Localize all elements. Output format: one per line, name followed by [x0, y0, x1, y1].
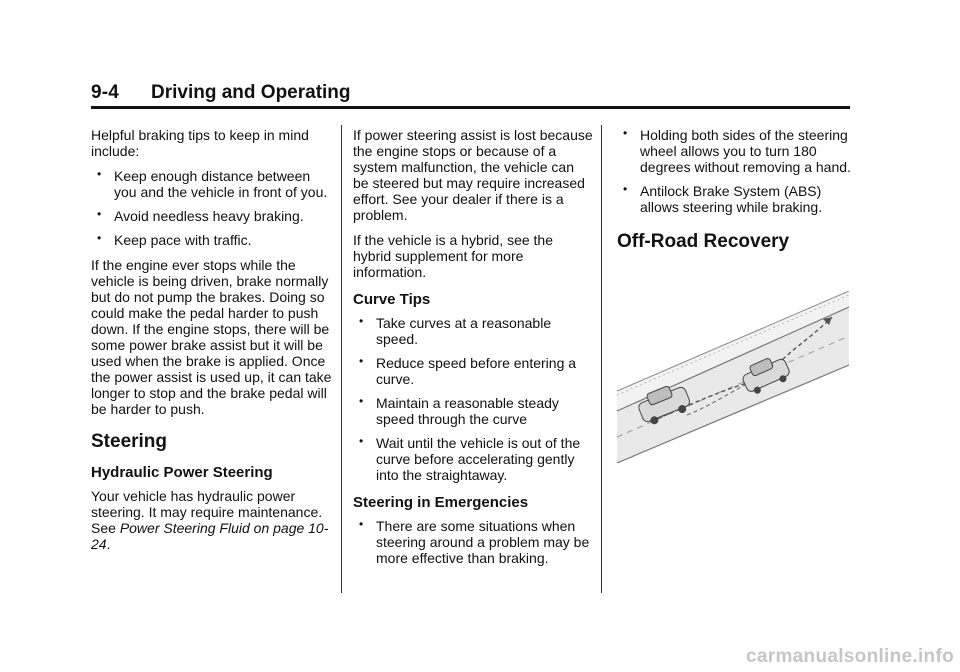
offroad-heading: Off-Road Recovery	[617, 231, 790, 252]
page-header	[91, 82, 351, 104]
column-divider	[601, 125, 602, 593]
braking-intro: Helpful braking tips to keep in mind include:	[91, 127, 309, 159]
hybrid-paragraph: If the vehicle is a hybrid, see the hybrid supplement for more information.	[353, 232, 553, 280]
hydraulic-paragraph: Your vehicle has hydraulic power steering. It may require maintenance. See Power Steering Fluid on page 10-24.	[91, 488, 329, 552]
list-item: • Maintain a reasonable steady speed through the curve	[359, 394, 559, 427]
list-item: • Avoid needless heavy braking.	[97, 207, 304, 224]
steering-heading: Steering	[91, 431, 168, 452]
bullet-icon: •	[359, 394, 364, 408]
bullet-icon: •	[623, 182, 628, 196]
list-item: • Keep pace with traffic.	[97, 231, 252, 248]
emergency-heading: Steering in Emergencies	[353, 494, 529, 511]
list-item: • Wait until the vehicle is out of the curve before accelerating gently into the straightaway.	[359, 434, 581, 483]
bullet-icon: •	[359, 354, 364, 368]
hydraulic-heading: Hydraulic Power Steering	[91, 464, 273, 481]
curve-tips-list	[353, 315, 593, 483]
road-diagram-graphic	[617, 291, 849, 463]
emergency-tips-list	[353, 518, 593, 566]
list-item: • Holding both sides of the steering wheel allows you to turn 180 degrees without removing a hand.	[623, 126, 851, 175]
section-title: Driving and Operating	[151, 82, 351, 103]
bullet-icon: •	[97, 231, 102, 245]
watermark-text: carmanualsonline.info	[746, 646, 954, 667]
emergency-tips-list-continued	[617, 127, 853, 215]
column-1	[91, 127, 335, 561]
assist-lost-paragraph: If power steering assist is lost because the engine stops or because of a system malfunction, the vehicle can be steered but may require increased effort. See your dealer if there is a problem.	[353, 127, 593, 223]
page-number: 9-4	[91, 82, 120, 103]
curve-tips-heading: Curve Tips	[353, 291, 431, 308]
column-3	[617, 127, 853, 261]
list-item: • Take curves at a reasonable speed.	[359, 314, 552, 347]
list-item: • There are some situations when steering around a problem may be more effective than braking.	[359, 517, 590, 566]
list-item: • Reduce speed before entering a curve.	[359, 354, 577, 387]
bullet-icon: •	[359, 314, 364, 328]
bullet-icon: •	[359, 434, 364, 448]
list-item: • Keep enough distance between you and the vehicle in front of you.	[97, 167, 328, 200]
cross-reference-link[interactable]: Power Steering Fluid on page 10-24	[91, 520, 329, 552]
bullet-icon: •	[359, 517, 364, 531]
column-divider	[341, 125, 342, 593]
list-item: • Antilock Brake System (ABS) allows steering while braking.	[623, 182, 823, 215]
bullet-icon: •	[97, 167, 102, 181]
bullet-icon: •	[623, 126, 628, 140]
offroad-recovery-illustration	[617, 291, 849, 463]
header-rule	[91, 106, 850, 109]
engine-stop-paragraph: If the engine ever stops while the vehicle is being driven, brake normally but do not pump the brakes. Doing so could make the pedal harder to push down. If the engine stops, there will be some power brake assist but it will be used when the brake is applied. Once the power assist is used up, it can take longer to stop and the brake pedal will be harder to push.	[91, 257, 332, 417]
column-2	[353, 127, 593, 575]
bullet-icon: •	[97, 207, 102, 221]
braking-tips-list	[91, 168, 335, 248]
